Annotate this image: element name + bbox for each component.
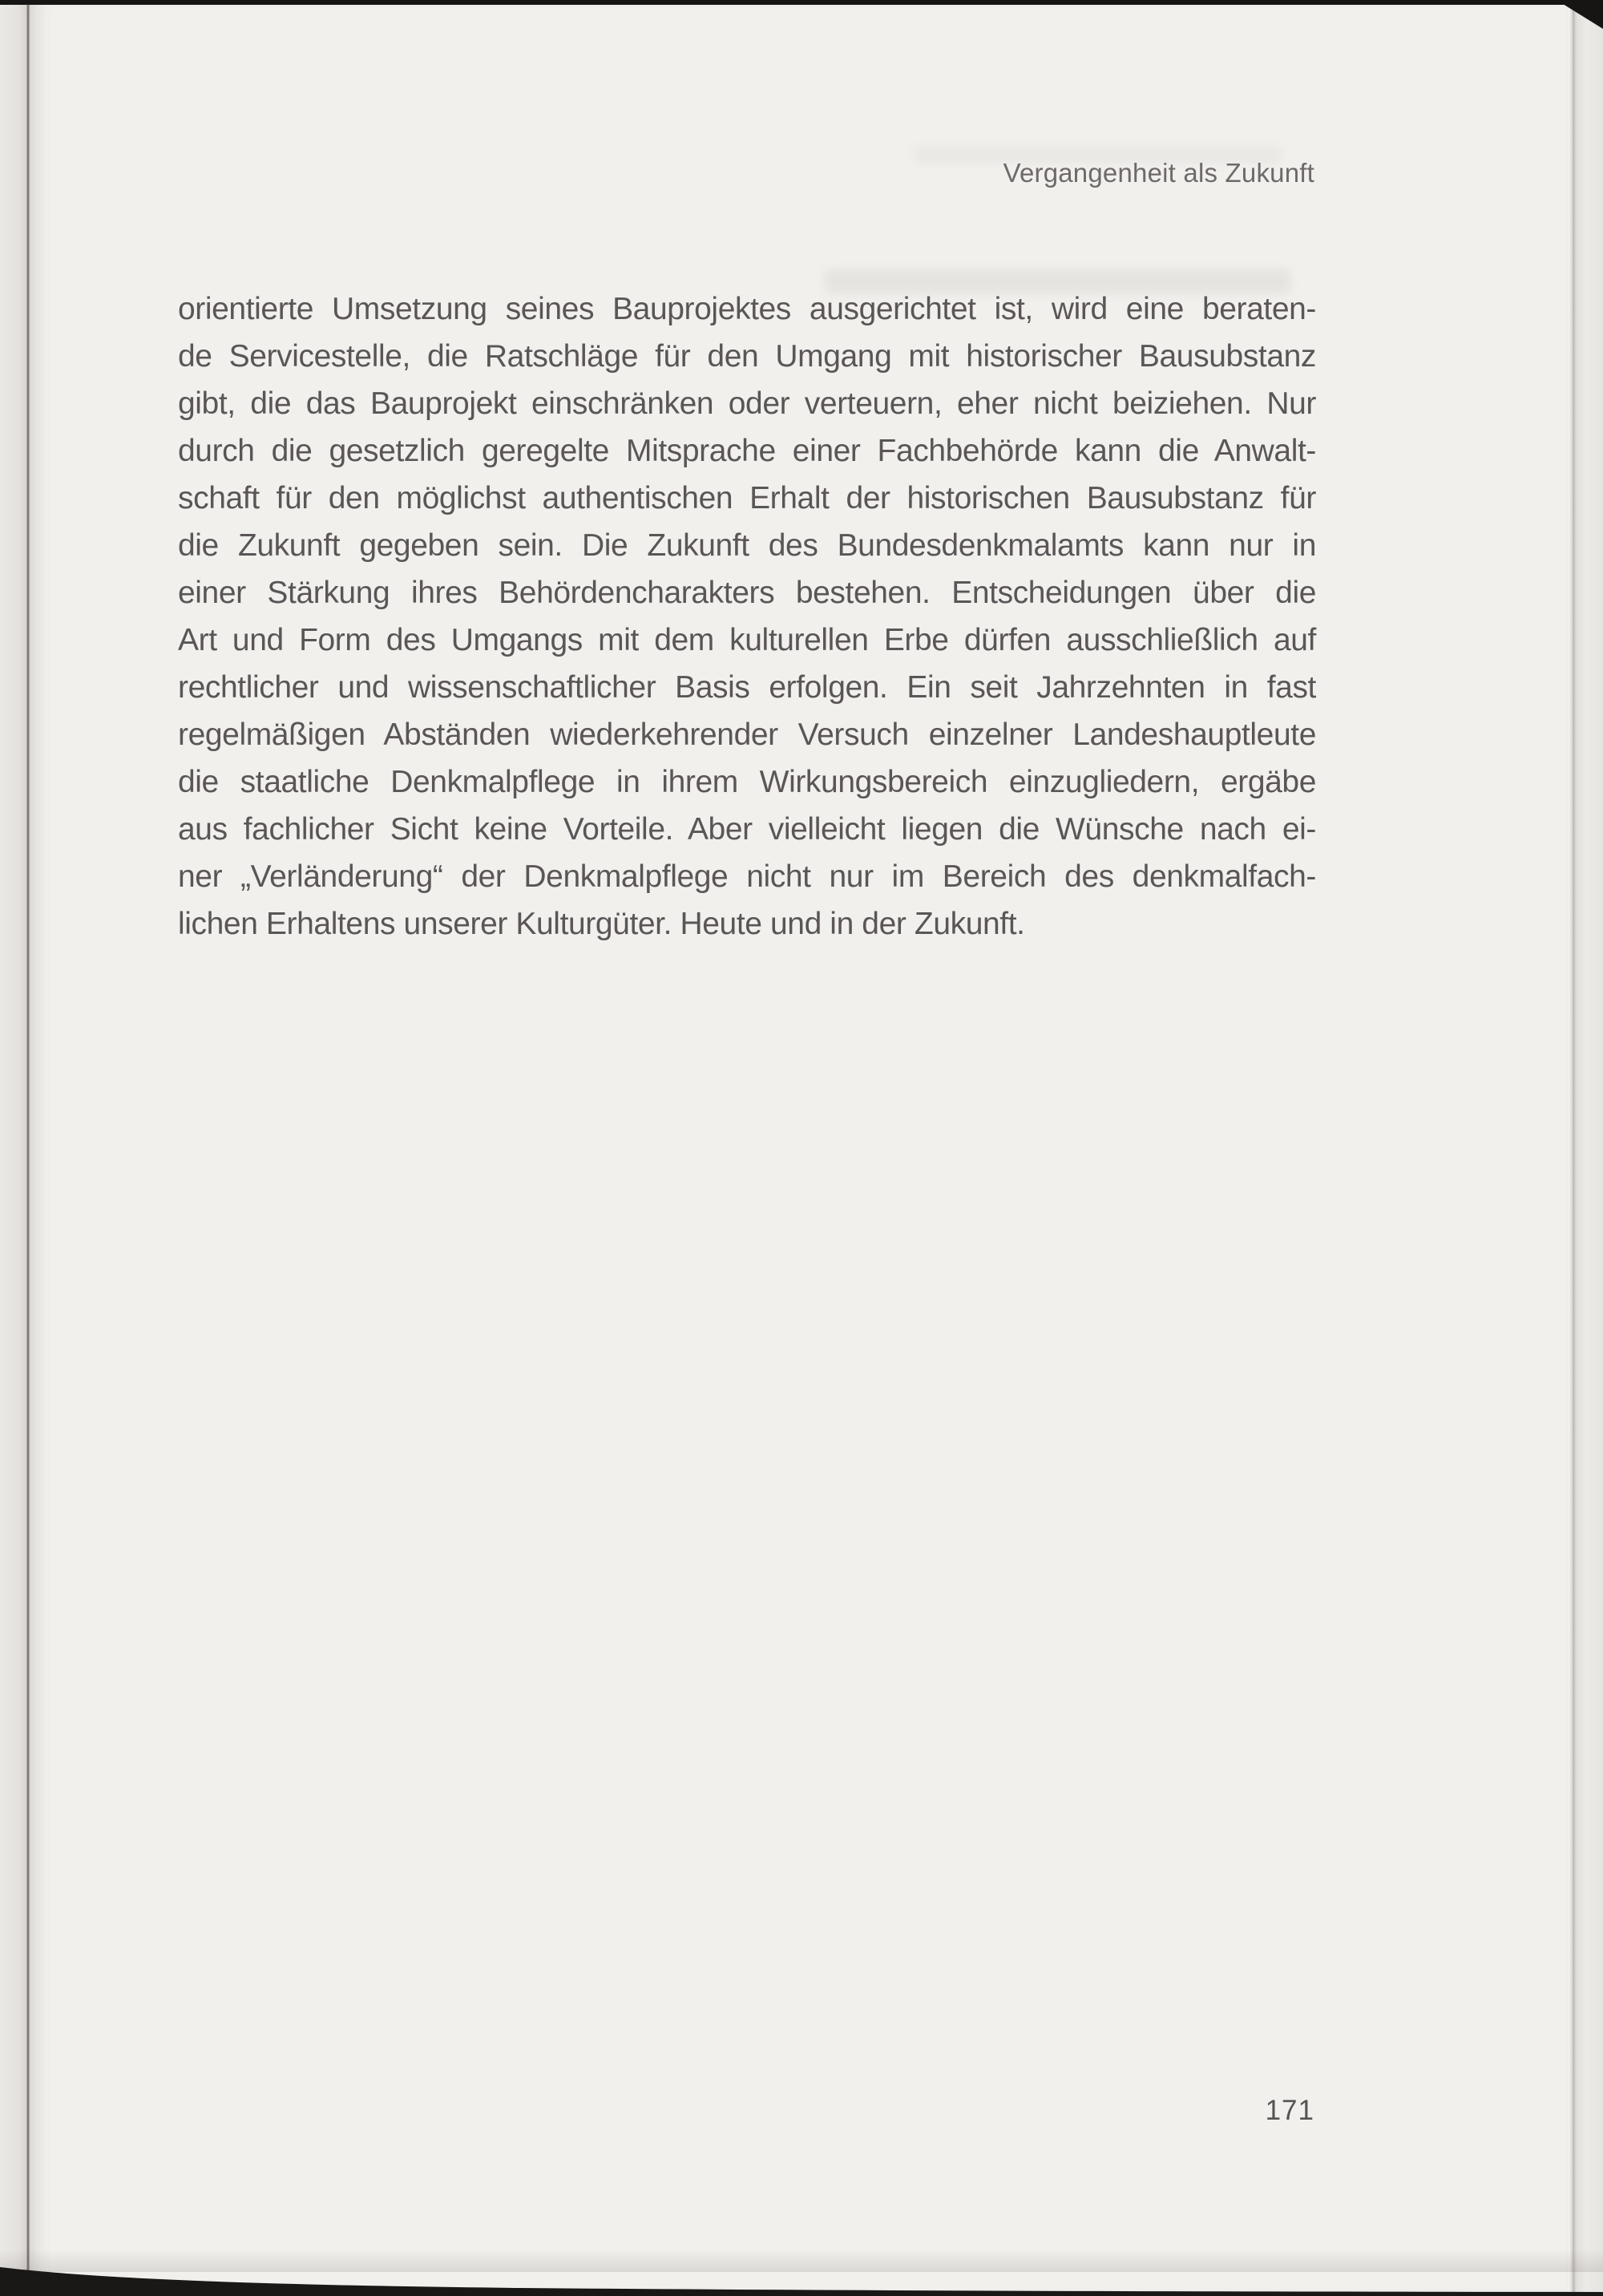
top-edge-black-bar [0, 0, 1603, 5]
text-line: einer Stärkung ihres Behördencharakters bestehen. Entscheidungen über die [178, 576, 1316, 610]
text-line: orientierte Umsetzung seines Bauprojektes ausgerichtet ist, wird eine beraten- [178, 292, 1316, 326]
text-line: regelmäßigen Abständen wiederkehrender Versuch einzelner Landeshauptleute [178, 718, 1316, 752]
text-line: ner „Verländerung“ der Denkmalpflege nicht nur im Bereich des denkmalfach- [178, 859, 1316, 894]
text-line: aus fachlicher Sicht keine Vorteile. Aber vielleicht liegen die Wünsche nach ei- [178, 812, 1316, 847]
bottom-edge-curve [0, 2261, 1603, 2296]
text-line: gibt, die das Bauprojekt einschränken oder verteuern, eher nicht beiziehen. Nur [178, 386, 1316, 421]
running-header: Vergangenheit als Zukunft [1003, 158, 1314, 188]
text-line: lichen Erhaltens unserer Kulturgüter. Heute und in der Zukunft. [178, 907, 1025, 941]
page-surface [30, 0, 1573, 2296]
body-paragraph [178, 285, 1316, 948]
text-line: die staatliche Denkmalpflege in ihrem Wirkungsbereich einzugliedern, ergäbe [178, 765, 1316, 799]
text-line: de Servicestelle, die Ratschläge für den Umgang mit historischer Bausubstanz [178, 339, 1316, 374]
text-line: schaft für den möglichst authentischen Erhalt der historischen Bausubstanz für [178, 481, 1316, 515]
page-number: 171 [1265, 2095, 1314, 2126]
text-line: rechtlicher und wissenschaftlicher Basis erfolgen. Ein seit Jahrzehnten in fast [178, 670, 1316, 705]
page-stack-edge-strip [1573, 0, 1603, 2296]
text-line: durch die gesetzlich geregelte Mitsprache einer Fachbehörde kann die Anwalt- [178, 434, 1316, 468]
text-line: Art und Form des Umgangs mit dem kulturellen Erbe dürfen ausschließlich auf [178, 623, 1316, 657]
gutter-sliver [0, 0, 26, 2296]
text-line: die Zukunft gegeben sein. Die Zukunft des Bundesdenkmalamts kann nur in [178, 528, 1316, 563]
page-edge-highlight [1569, 0, 1573, 2296]
